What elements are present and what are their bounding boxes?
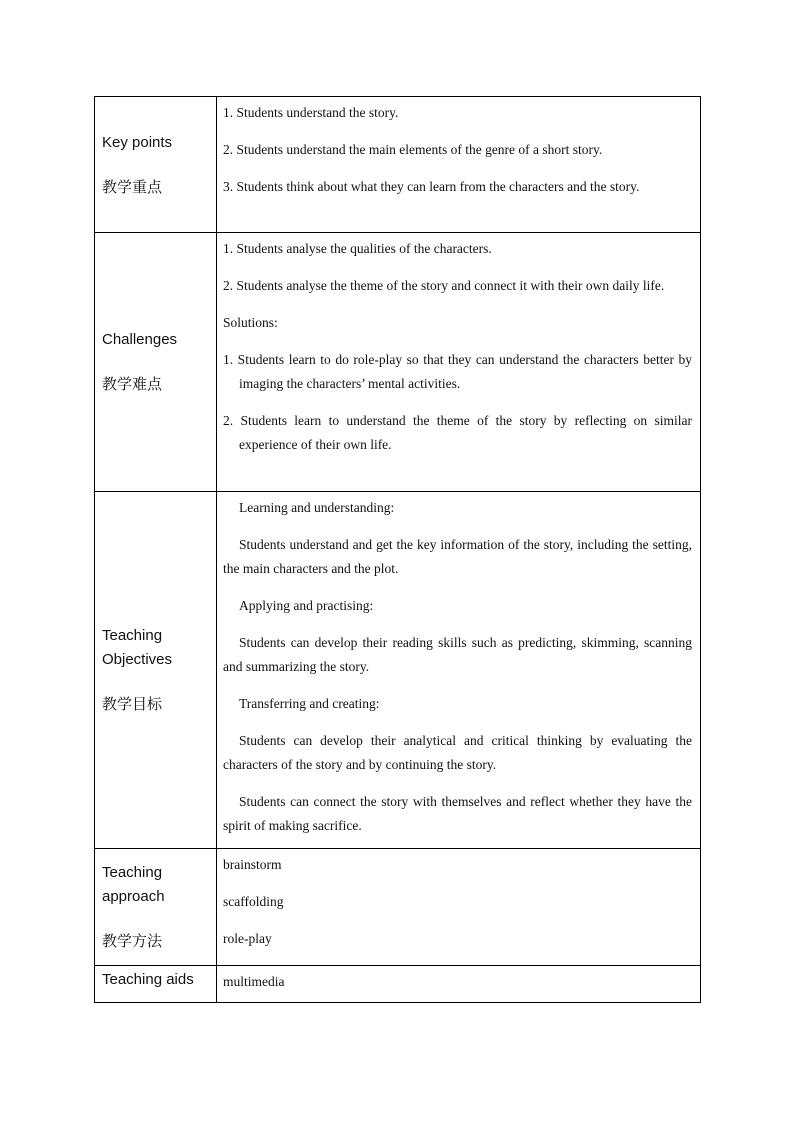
objective-paragraph: Learning and understanding:: [239, 500, 395, 515]
aids-content: [217, 966, 701, 1003]
solution-item: 2. Students learn to understand the theme of the story by reflecting on similar experience of their own life.: [223, 413, 692, 452]
approach-item: role-play: [223, 931, 272, 946]
aids-label: Teaching aids: [102, 971, 194, 988]
key-point-item: 2. Students understand the main elements of the genre of a short story.: [223, 142, 603, 157]
key-points-label-cell: [95, 97, 217, 233]
lesson-plan-table: [94, 96, 701, 1003]
objectives-label-line1: Teaching: [102, 627, 163, 644]
objective-paragraph: Applying and practising:: [239, 598, 374, 613]
approach-item: brainstorm: [223, 857, 282, 872]
approach-label-line2: approach: [102, 888, 165, 905]
key-point-item: 1. Students understand the story.: [223, 105, 399, 120]
challenge-item: 2. Students analyse the theme of the story and connect it with their own daily life.: [223, 278, 665, 293]
objectives-label-cell: [95, 492, 217, 849]
challenges-content: [217, 233, 701, 492]
objective-paragraph: Students understand and get the key information of the story, including the setting, the main characters and the plot.: [223, 537, 692, 576]
aids-label-cell: [95, 966, 217, 1003]
solution-item: 1. Students learn to do role-play so that they can understand the characters better by imaging the characters’ mental activities.: [223, 352, 692, 391]
row-objectives: [95, 492, 701, 849]
challenges-label: Challenges: [102, 331, 178, 348]
key-point-item: 3. Students think about what they can learn from the characters and the story.: [223, 179, 640, 194]
key-points-label-zh: 教学重点: [102, 177, 163, 196]
solutions-heading: Solutions:: [223, 315, 278, 330]
approach-label-cell: [95, 849, 217, 966]
approach-content: [217, 849, 701, 966]
objectives-label-zh: 教学目标: [102, 695, 163, 713]
challenges-label-zh: 教学难点: [102, 375, 163, 393]
challenge-item: 1. Students analyse the qualities of the characters.: [223, 241, 492, 256]
row-challenges: [95, 233, 701, 492]
objectives-label-line2: Objectives: [102, 651, 173, 668]
row-aids: [95, 966, 701, 1003]
aids-item: multimedia: [223, 974, 285, 989]
objectives-content: [217, 492, 701, 849]
key-points-label: Key points: [102, 133, 173, 151]
approach-label-line1: Teaching: [102, 864, 163, 881]
approach-label-zh: 教学方法: [102, 932, 163, 950]
objective-paragraph: Students can develop their reading skills such as predicting, skimming, scanning and summarizing the story.: [223, 635, 692, 674]
objective-paragraph: Students can develop their analytical and critical thinking by evaluating the characters of the story and by continuing the story.: [223, 733, 692, 772]
key-points-content: [217, 97, 701, 233]
objective-paragraph: Transferring and creating:: [239, 696, 380, 711]
row-approach: [95, 849, 701, 966]
row-key-points: [95, 97, 701, 233]
challenges-label-cell: [95, 233, 217, 492]
objective-paragraph: Students can connect the story with themselves and reflect whether they have the spirit of making sacrifice.: [223, 794, 692, 833]
approach-item: scaffolding: [223, 894, 284, 909]
